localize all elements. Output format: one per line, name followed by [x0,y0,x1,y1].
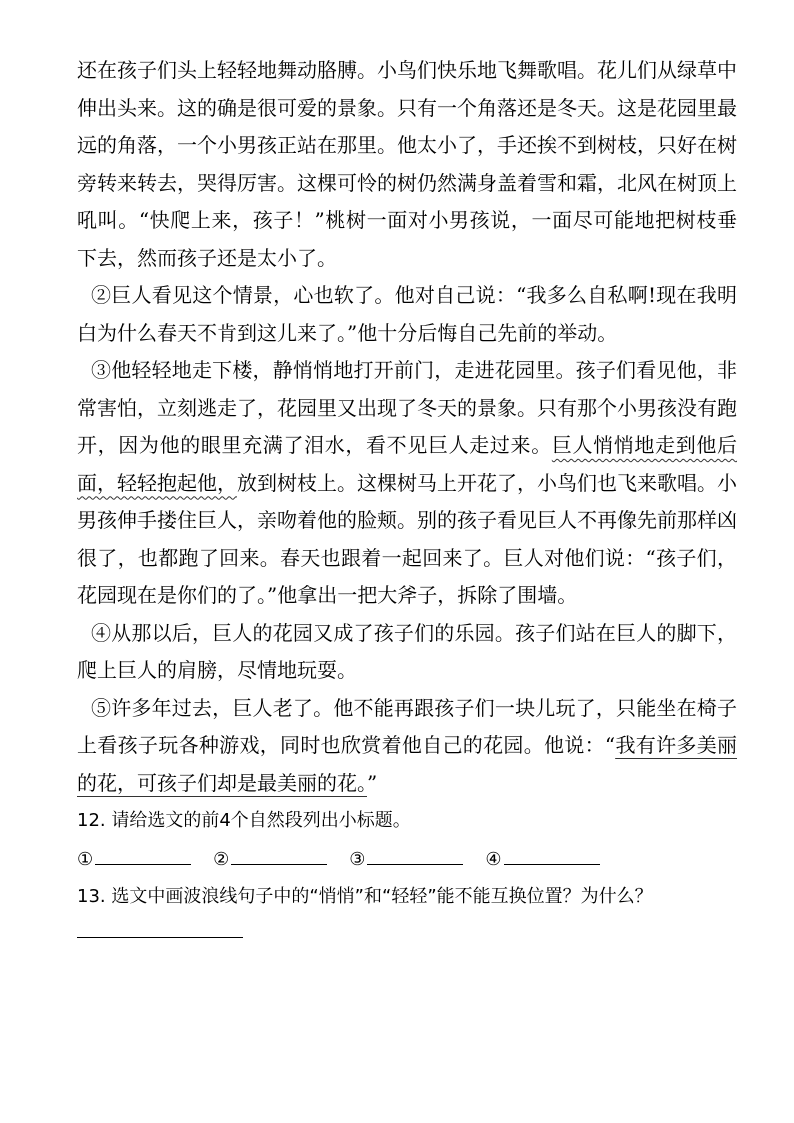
blank-line [231,846,327,865]
question-13: 13. 选文中画波浪线句子中的“悄悄”和“轻轻”能不能互换位置？为什么？ [77,886,653,907]
answer-blank-4[interactable] [485,841,599,878]
blank-number: ③ [349,849,366,870]
paragraph-text: ③他轻轻地走下楼，静悄悄地打开前门，走进花园里。孩子们看见他，非常害怕，立刻逃走了，花园里又出现了冬天的景象。只有那个小男孩没有跑开，因为他的眼里充满了泪水，看不见巨人走过来。 [77,358,737,457]
paragraph-text: ” [367,770,378,795]
blank-number: ① [77,849,94,870]
question-13-answer-line[interactable] [77,923,243,938]
blank-number: ④ [485,849,502,870]
document-page [77,0,737,938]
wavy-underlined-sentence: 巨人悄悄地走到他后面，轻轻抱起他， [77,433,738,495]
paragraph-text: ④从那以后，巨人的花园又成了孩子们的乐园。孩子们站在巨人的脚下，爬上巨人的肩膀，尽情地玩耍。 [77,620,737,682]
passage-paragraph-5 [77,690,737,803]
underlined-sentence: 我有许多美丽的花，可孩子们却是最美丽的花。 [77,733,738,795]
blank-number: ② [213,849,230,870]
passage-paragraph-2 [77,277,737,352]
passage-paragraph-1-continued [77,52,737,277]
passage-paragraph-3 [77,352,737,615]
answer-blank-2[interactable] [213,841,327,878]
paragraph-text: 放到树枝上。这棵树马上开花了，小鸟们也飞来歌唱。小男孩伸手搂住巨人，亲吻着他的脸颊。别的孩子看见巨人不再像先前那样凶很了，也都跑了回来。春天也跟着一起回来了。巨人对他们说：“孩子们，花园现在是你们的了。”他拿出一把大斧子，拆除了围墙。 [77,470,737,607]
question-12: 12. 请给选文的前4个自然段列出小标题。 [77,810,411,831]
paragraph-text: ⑤许多年过去，巨人老了。他不能再跟孩子们一块儿玩了，只能坐在椅子上看孩子玩各种游戏，同时也欣赏着他自己的花园。他说：“ [77,695,737,757]
question-12-answer-blanks [77,841,737,878]
blank-line [504,846,600,865]
answer-blank-1[interactable] [77,841,191,878]
paragraph-text: ②巨人看见这个情景，心也软了。他对自己说：“我多么自私啊!现在我明白为什么春天不肯到这儿来了。”他十分后悔自己先前的举动。 [77,283,737,345]
answer-blank-3[interactable] [349,841,463,878]
blank-line [95,846,191,865]
paragraph-text: 还在孩子们头上轻轻地舞动胳膊。小鸟们快乐地飞舞歌唱。花儿们从绿草中伸出头来。这的确是很可爱的景象。只有一个角落还是冬天。这是花园里最远的角落，一个小男孩正站在那里。他太小了，手还挨不到树枝，只好在树旁转来转去，哭得厉害。这棵可怜的树仍然满身盖着雪和霜，北风在树顶上吼叫。“快爬上来，孩子！”桃树一面对小男孩说，一面尽可能地把树枝垂下去，然而孩子还是太小了。 [77,58,737,270]
blank-line [367,846,463,865]
passage-paragraph-4 [77,615,737,690]
